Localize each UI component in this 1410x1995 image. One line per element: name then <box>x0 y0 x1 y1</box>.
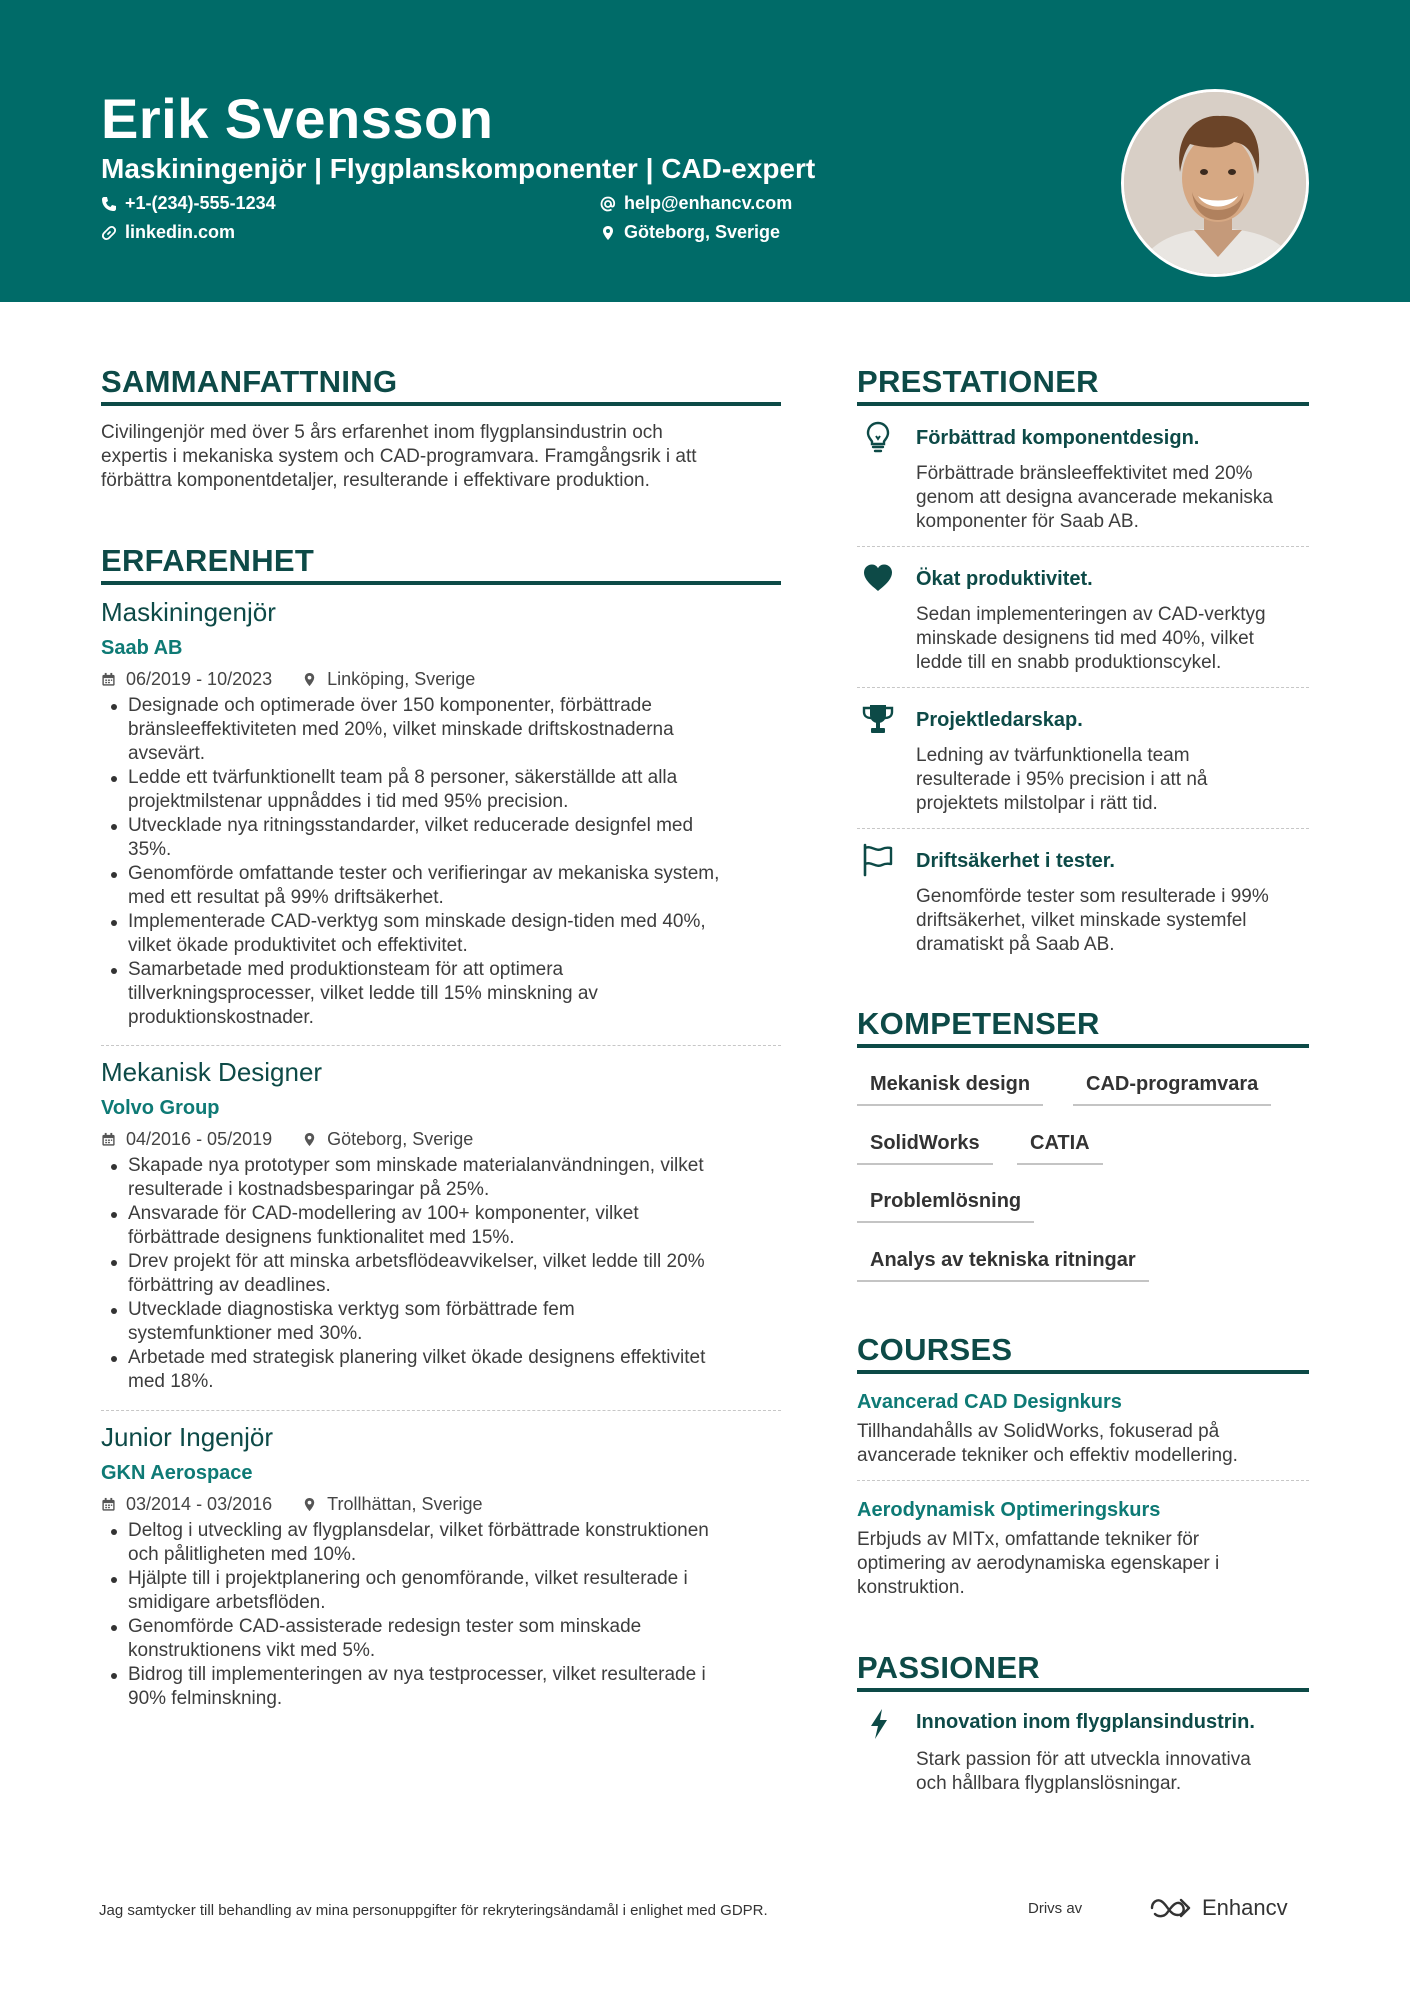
courses-heading: COURSES <box>857 1332 1013 1367</box>
experience-heading: ERFARENHET <box>101 543 315 578</box>
bullet-line: produktionskostnader. <box>128 1007 314 1028</box>
job-bullet <box>101 1202 791 1250</box>
job-bullet <box>101 1615 791 1663</box>
summary-text <box>101 421 791 493</box>
achievement-description <box>916 885 1316 957</box>
bullet-line: Hjälpte till i projektplanering och genomförande, vilket resulterade i <box>128 1568 688 1589</box>
achievements-heading: PRESTATIONER <box>857 364 1099 399</box>
bullet-line: systemfunktioner med 30%. <box>128 1323 363 1344</box>
job-dates: 06/2019 - 10/2023 <box>126 669 273 689</box>
job-bullet <box>101 862 791 910</box>
skill-tag: CATIA <box>1017 1132 1103 1165</box>
bullet-line: Genomförde CAD-assisterade redesign tester som minskade <box>128 1616 642 1637</box>
calendar-icon <box>101 1497 116 1512</box>
achievement-line: projektets milstolpar i rätt tid. <box>916 793 1158 814</box>
courses-rule <box>857 1370 1309 1374</box>
skills-heading: KOMPETENSER <box>857 1006 1100 1041</box>
job-title: Mekanisk Designer <box>101 1057 323 1087</box>
bullet-line: med 18%. <box>128 1371 214 1392</box>
job-dates: 03/2014 - 03/2016 <box>126 1494 273 1514</box>
lightbulb-icon <box>861 420 895 454</box>
skill-tag: CAD-programvara <box>1073 1073 1271 1106</box>
job-bullet <box>101 1154 791 1202</box>
achievement-description <box>916 603 1316 675</box>
job-bullets <box>101 694 791 1030</box>
job-meta <box>101 1494 483 1515</box>
summary-line: expertis i mekaniska system och CAD-programvara. Framgångsrik i att <box>101 446 697 467</box>
job-location: Trollhättan, Sverige <box>327 1494 483 1514</box>
achievement-line: Ledning av tvärfunktionella team <box>916 745 1190 766</box>
bullet-line: resulterade i kostnadsbesparingar på 25%. <box>128 1179 490 1200</box>
phone-contact <box>101 193 276 214</box>
job-divider <box>101 1045 781 1046</box>
company-name: GKN Aerospace <box>101 1462 253 1484</box>
bullet-line: tillverkningsprocesser, vilket ledde till 15% minskning av <box>128 983 598 1004</box>
achievement-divider <box>857 546 1309 547</box>
location-pin-icon <box>302 1132 317 1147</box>
achievement-title: Ökat produktivitet. <box>916 568 1093 590</box>
location-pin-icon <box>302 672 317 687</box>
achievement-description <box>916 462 1316 534</box>
job-bullet <box>101 814 791 862</box>
achievement-description <box>916 744 1316 816</box>
course-line: konstruktion. <box>857 1577 965 1598</box>
achievement-line: Förbättrade bränsleeffektivitet med 20% <box>916 463 1253 484</box>
job-bullet <box>101 1519 791 1567</box>
achievement-line: driftsäkerhet, vilket minskade systemfel <box>916 910 1247 931</box>
bullet-line: och pålitligheten med 10%. <box>128 1544 357 1565</box>
passions-heading: PASSIONER <box>857 1650 1040 1685</box>
job-divider <box>101 1410 781 1411</box>
linkedin-text[interactable]: linkedin.com <box>125 222 236 242</box>
passions-rule <box>857 1688 1309 1692</box>
job-bullets <box>101 1154 791 1394</box>
bullet-line: Ansvarade för CAD-modellering av 100+ komponenter, vilket <box>128 1203 639 1224</box>
achievement-title: Projektledarskap. <box>916 709 1083 731</box>
job-meta <box>101 1129 473 1150</box>
course-title: Aerodynamisk Optimeringskurs <box>857 1499 1161 1521</box>
achievement-line: Sedan implementeringen av CAD-verktyg <box>916 604 1266 625</box>
heart-icon <box>861 561 895 595</box>
summary-heading: SAMMANFATTNING <box>101 364 398 399</box>
passion-description <box>916 1748 1316 1796</box>
bullet-line: projektmilstenar uppnåddes i tid med 95% precision. <box>128 791 569 812</box>
flag-icon <box>861 843 895 877</box>
lightning-icon <box>862 1707 896 1741</box>
bullet-line: förbättring av deadlines. <box>128 1275 331 1296</box>
skill-tag: SolidWorks <box>857 1132 993 1165</box>
bullet-line: Samarbetade med produktionsteam för att optimera <box>128 959 564 980</box>
linkedin-contact[interactable] <box>101 222 235 243</box>
job-bullet <box>101 1663 791 1711</box>
bullet-line: Genomförde omfattande tester och verifieringar av mekaniska system, <box>128 863 720 884</box>
course-title: Avancerad CAD Designkurs <box>857 1391 1122 1413</box>
achievement-line: dramatiskt på Saab AB. <box>916 934 1115 955</box>
powered-by-label: Drivs av <box>1028 1900 1083 1917</box>
skill-tag: Problemlösning <box>857 1190 1034 1223</box>
bullet-line: Designade och optimerade över 150 komponenter, förbättrade <box>128 695 652 716</box>
phone-text: +1-(234)-555-1234 <box>125 193 276 213</box>
achievement-line: genom att designa avancerade mekaniska <box>916 487 1274 508</box>
bullet-line: Arbetade med strategisk planering vilket ökade designens effektivitet <box>128 1347 706 1368</box>
summary-rule <box>101 402 781 406</box>
achievements-rule <box>857 402 1309 406</box>
location-pin-icon <box>302 1497 317 1512</box>
bullet-line: vilket ökade produktivitet och effektivitet. <box>128 935 468 956</box>
passion-line: och hållbara flygplanslösningar. <box>916 1773 1182 1794</box>
bullet-line: avsevärt. <box>128 743 206 764</box>
summary-line: förbättra komponentdetaljer, resulterande i effektivare produktion. <box>101 470 650 491</box>
candidate-subtitle: Maskiningenjör | Flygplanskomponenter | CAD-expert <box>101 153 816 184</box>
enhancv-logo-icon <box>1148 1896 1194 1920</box>
skill-tag: Mekanisk design <box>857 1073 1043 1106</box>
job-bullet <box>101 1250 791 1298</box>
bullet-line: bränsleeffektiviteten med 20%, vilket minskade driftskostnaderna <box>128 719 674 740</box>
bullet-line: med ett resultat på 99% driftsäkerhet. <box>128 887 444 908</box>
job-bullet <box>101 1567 791 1615</box>
candidate-name: Erik Svensson <box>101 87 494 150</box>
job-title: Junior Ingenjör <box>101 1422 273 1452</box>
job-title: Maskiningenjör <box>101 597 276 627</box>
course-line: optimering av aerodynamiska egenskaper i <box>857 1553 1220 1574</box>
calendar-icon <box>101 672 116 687</box>
profile-photo <box>1121 89 1309 277</box>
location-pin-icon <box>600 225 616 241</box>
achievement-line: minskade designens tid med 40%, vilket <box>916 628 1254 649</box>
company-name: Volvo Group <box>101 1097 220 1119</box>
job-bullets <box>101 1519 791 1711</box>
bullet-line: Implementerade CAD-verktyg som minskade design-tiden med 40%, <box>128 911 706 932</box>
job-dates: 04/2016 - 05/2019 <box>126 1129 273 1149</box>
location-text: Göteborg, Sverige <box>624 222 781 242</box>
bullet-line: Ledde ett tvärfunktionellt team på 8 personer, säkerställde att alla <box>128 767 678 788</box>
bullet-line: smidigare arbetsflöden. <box>128 1592 326 1613</box>
skills-rule <box>857 1044 1309 1048</box>
at-icon <box>600 196 616 212</box>
bullet-line: Skapade nya prototyper som minskade materialanvändningen, vilket <box>128 1155 704 1176</box>
job-bullet <box>101 958 791 1030</box>
link-icon <box>101 225 117 241</box>
bullet-line: Drev projekt för att minska arbetsflödeavvikelser, vilket ledde till 20% <box>128 1251 705 1272</box>
achievement-divider <box>857 687 1309 688</box>
job-bullet <box>101 1298 791 1346</box>
bullet-line: Utvecklade diagnostiska verktyg som förbättrade fem <box>128 1299 575 1320</box>
job-bullet <box>101 694 791 766</box>
passion-line: Stark passion för att utveckla innovativa <box>916 1749 1251 1770</box>
enhancv-logo[interactable] <box>1148 1895 1288 1921</box>
experience-rule <box>101 581 781 585</box>
company-name: Saab AB <box>101 637 183 659</box>
course-line: Tillhandahålls av SolidWorks, fokuserad på <box>857 1421 1220 1442</box>
bullet-line: Utvecklade nya ritningsstandarder, vilket reducerade designfel med <box>128 815 694 836</box>
skill-tag: Analys av tekniska ritningar <box>857 1249 1149 1282</box>
bullet-line: konstruktionens vikt med 5%. <box>128 1640 376 1661</box>
email-contact[interactable] <box>600 193 792 214</box>
job-bullet <box>101 1346 791 1394</box>
achievement-line: komponenter för Saab AB. <box>916 511 1139 532</box>
job-bullet <box>101 910 791 958</box>
calendar-icon <box>101 1132 116 1147</box>
bullet-line: 35%. <box>128 839 172 860</box>
course-line: avancerade tekniker och effektiv modellering. <box>857 1445 1238 1466</box>
summary-line: Civilingenjör med över 5 års erfarenhet inom flygplansindustrin och <box>101 422 663 443</box>
bullet-line: förbättrade designens funktionalitet med 15%. <box>128 1227 515 1248</box>
course-description <box>857 1420 1317 1468</box>
achievement-line: Genomförde tester som resulterade i 99% <box>916 886 1269 907</box>
job-location: Göteborg, Sverige <box>327 1129 474 1149</box>
bullet-line: Deltog i utveckling av flygplansdelar, vilket förbättrade konstruktionen <box>128 1520 709 1541</box>
bullet-line: Bidrog till implementeringen av nya testprocesser, vilket resulterade i <box>128 1664 706 1685</box>
enhancv-brand-text: Enhancv <box>1202 1895 1288 1920</box>
job-meta <box>101 669 475 690</box>
email-text[interactable]: help@enhancv.com <box>624 193 793 213</box>
bullet-line: 90% felminskning. <box>128 1688 283 1709</box>
job-bullet <box>101 766 791 814</box>
header-banner <box>0 0 1410 302</box>
achievement-line: resulterade i 95% precision i att nå <box>916 769 1208 790</box>
trophy-icon <box>861 702 895 736</box>
gdpr-consent: Jag samtycker till behandling av mina personuppgifter för rekryteringsändamål i enlighet med GDPR. <box>99 1902 768 1919</box>
achievement-title: Driftsäkerhet i tester. <box>916 850 1115 872</box>
phone-icon <box>101 196 117 212</box>
course-description <box>857 1528 1317 1600</box>
achievement-line: ledde till en snabb produktionscykel. <box>916 652 1222 673</box>
job-location: Linköping, Sverige <box>327 669 476 689</box>
course-line: Erbjuds av MITx, omfattande tekniker för <box>857 1529 1200 1550</box>
achievement-title: Förbättrad komponentdesign. <box>916 427 1200 449</box>
location-contact <box>600 222 780 243</box>
passion-title: Innovation inom flygplansindustrin. <box>916 1711 1255 1733</box>
achievement-divider <box>857 828 1309 829</box>
course-divider <box>857 1480 1309 1481</box>
